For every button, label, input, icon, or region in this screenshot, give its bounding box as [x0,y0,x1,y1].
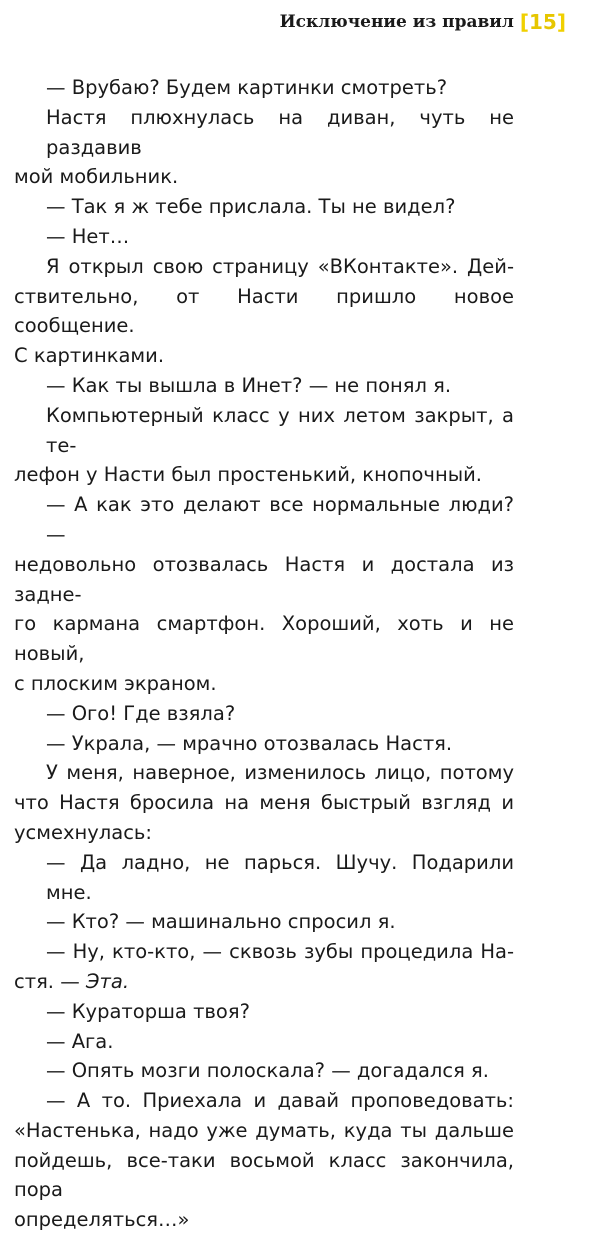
text-line: — Кураторша твоя? [46,999,250,1023]
text-line: лефон у Насти был простенький, кнопочный. [14,463,482,487]
text-line: — А как это делают все нормальные люди? — [46,493,514,546]
text-line: — Ага. [46,1029,114,1053]
text-line: с плоским экраном. [14,671,217,695]
text-line: — Кто? — машинально спросил я. [46,910,396,934]
paragraph [14,490,514,699]
text-line: Настя плюхнулась на диван, чуть не раздавив [46,105,514,159]
page-number-open-bracket: [ [519,10,530,34]
paragraph [14,997,514,1027]
running-title: Исключение из правил [279,12,514,32]
text-line: — Так я ж тебе прислала. Ты не видел? [46,195,456,219]
text-line: — Да ладно, не парься. Шучу. Подарили мне. [46,850,514,904]
text-line: Я открыл свою страницу «ВКонтакте». Дей- [46,254,514,278]
text-line: ствительно, от Насти пришло новое сообщение. [14,284,514,338]
text-line [14,967,514,997]
text-line: — Ну, кто-кто, — сквозь зубы процедила На- [46,940,514,964]
paragraph [14,907,514,937]
page-number [520,10,566,34]
paragraph [14,371,514,401]
text-line: что Настя бросила на меня быстрый взгляд и [14,791,514,815]
text-line: — Опять мозги полоскала? — догадался я. [46,1059,489,1083]
paragraph [14,729,514,759]
text-run: стя. — [14,969,86,993]
text-line: — Украла, — мрачно отозвалась Настя. [46,731,453,755]
body-text [14,73,514,1235]
paragraph [14,937,514,997]
text-line: определяться…» [14,1208,190,1232]
paragraph [14,222,514,252]
paragraph [14,192,514,222]
paragraph [14,1027,514,1057]
text-line: — Ого! Где взяла? [46,701,236,725]
text-line: — Нет… [46,224,130,248]
text-line: — Врубаю? Будем картинки смотреть? [46,76,448,99]
text-line: недовольно отозвалась Настя и достала из задне- [14,552,514,606]
text-line: «Настенька, надо уже думать, куда ты дальше [14,1118,514,1142]
text-line: — Как ты вышла в Инет? — не понял я. [46,373,452,397]
paragraph [14,848,514,908]
paragraph [14,103,514,192]
paragraph [14,401,514,490]
text-line: мой мобильник. [14,165,179,189]
italic-text-run: Эта. [85,969,130,993]
text-line: Компьютерный класс у них летом закрыт, а те- [46,403,514,457]
text-line: — А то. Приехала и давай проповедовать: [46,1089,514,1113]
paragraph [14,73,514,103]
paragraph [14,699,514,729]
text-line: С картинками. [14,344,165,368]
paragraph [14,1086,514,1235]
text-line: усмехнулась: [14,820,152,844]
text-line: го кармана смартфон. Хороший, хоть и не новый, [14,612,514,666]
text-line: пойдешь, все-таки восьмой класс закончила, пора [14,1148,514,1202]
paragraph [14,252,514,371]
running-header [280,10,566,34]
text-line: У меня, наверное, изменилось лицо, потому [46,761,514,785]
paragraph [14,1056,514,1086]
page-number-value: 15 [529,10,557,34]
page-number-close-bracket: ] [556,10,566,34]
paragraph [14,758,514,847]
